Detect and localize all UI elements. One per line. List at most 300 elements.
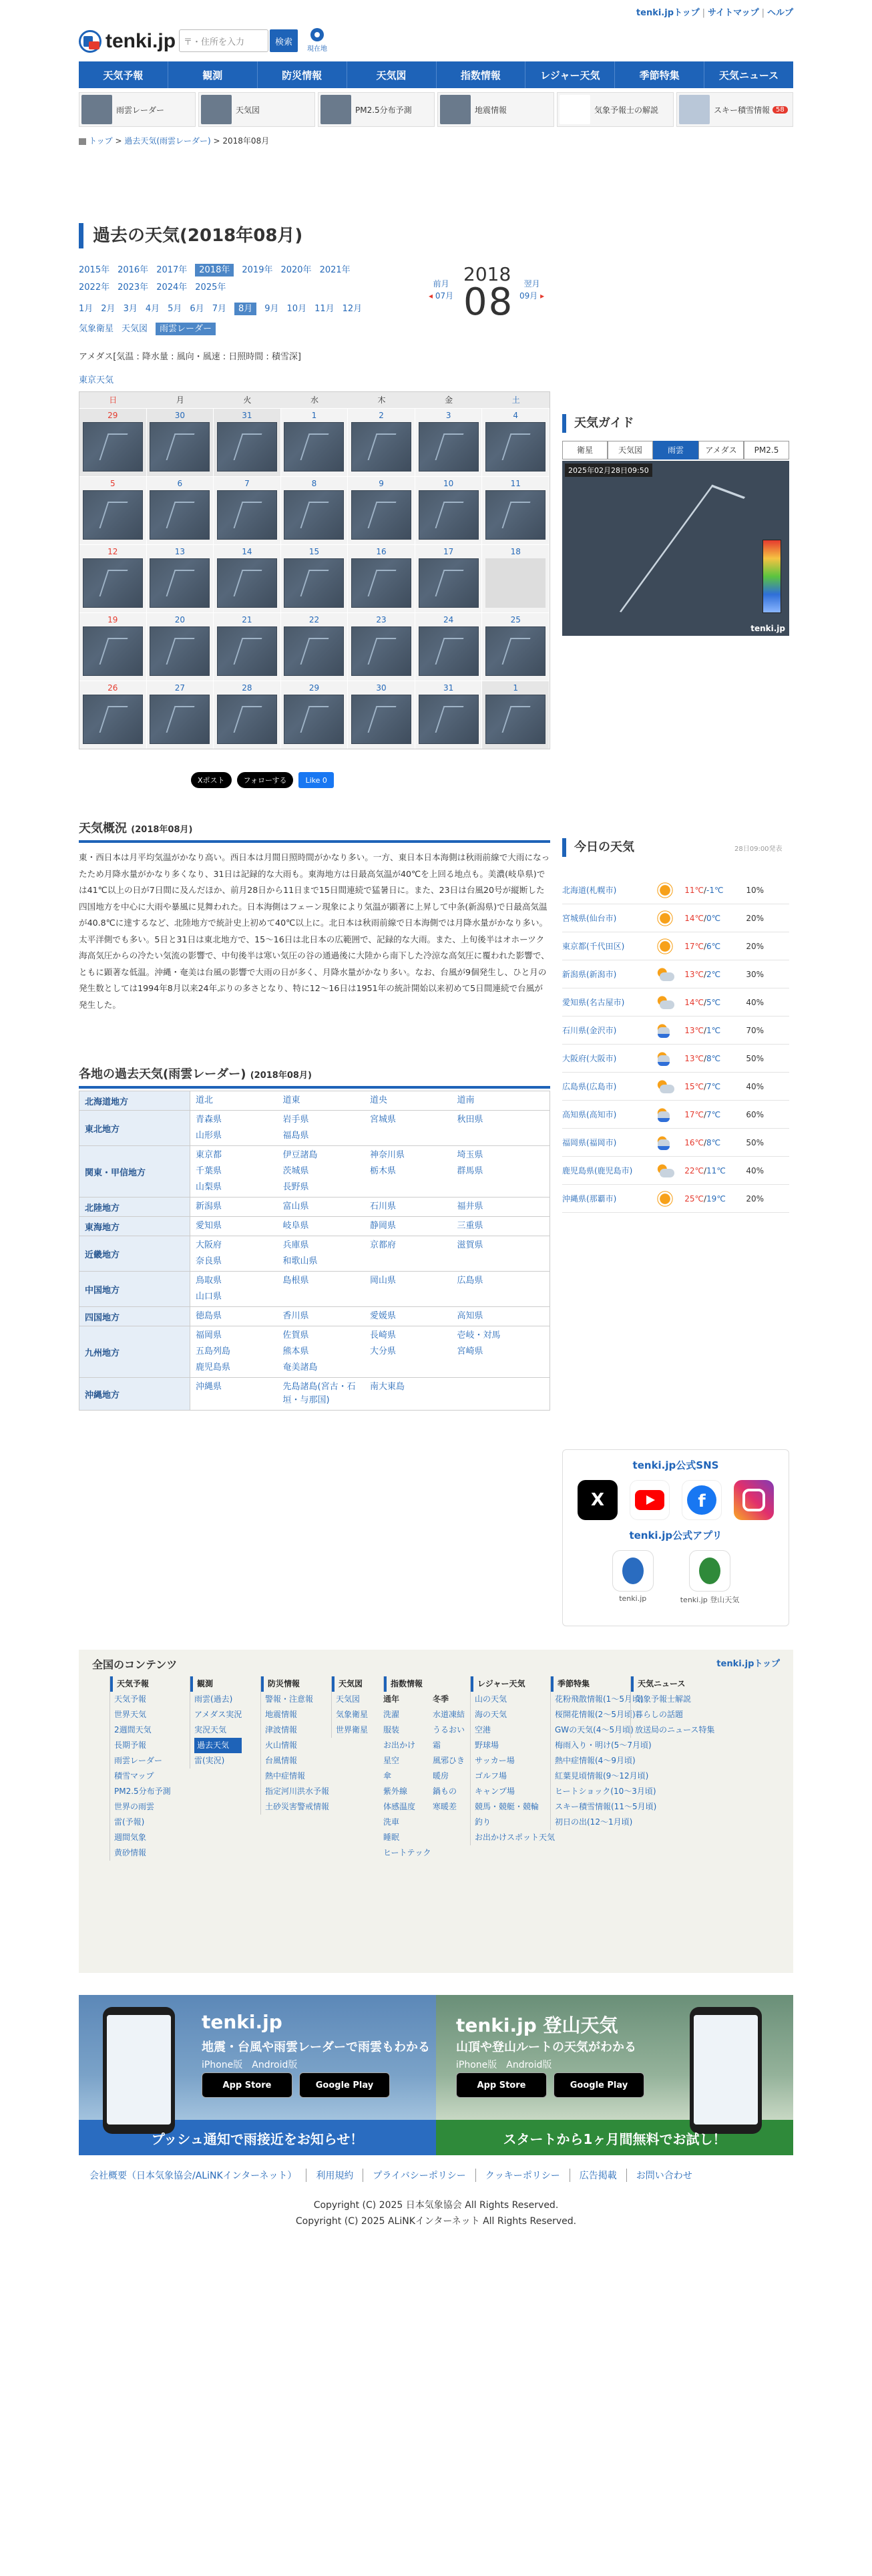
- pref-link[interactable]: 福井県: [457, 1202, 483, 1212]
- radar-thumbnail[interactable]: [419, 558, 479, 608]
- calendar-day[interactable]: [79, 408, 147, 476]
- calendar-day[interactable]: [348, 476, 415, 544]
- city-name[interactable]: 鹿児島県(鹿児島市): [562, 1166, 633, 1175]
- pref-link[interactable]: 岩手県: [282, 1115, 309, 1125]
- radar-thumbnail[interactable]: [83, 695, 143, 744]
- column-title[interactable]: 観測: [190, 1676, 242, 1692]
- pref-link[interactable]: 埼玉県: [457, 1150, 483, 1160]
- app-store-button[interactable]: App Store: [456, 2072, 547, 2098]
- contents-link[interactable]: キャンプ場: [475, 1787, 515, 1796]
- instagram-icon[interactable]: [734, 1480, 774, 1520]
- calendar-day[interactable]: [415, 681, 483, 749]
- pref-link[interactable]: 道南: [457, 1095, 475, 1105]
- contents-link[interactable]: 世界衛星: [336, 1725, 369, 1734]
- contents-link[interactable]: スキー積雪情報(11～5月頃): [555, 1802, 657, 1811]
- contents-link[interactable]: 天気図: [336, 1694, 361, 1704]
- pref-link[interactable]: 新潟県: [196, 1202, 222, 1212]
- month-option-2[interactable]: 3月: [123, 304, 138, 314]
- contents-link[interactable]: うるおい: [433, 1725, 465, 1734]
- city-name[interactable]: 福岡県(福岡市): [562, 1138, 617, 1147]
- breadcrumb-top[interactable]: トップ: [89, 136, 113, 146]
- year-option-4[interactable]: 2019年: [242, 265, 273, 275]
- type-option-1[interactable]: 天気図: [122, 324, 148, 334]
- contents-link[interactable]: 体感温度: [383, 1802, 416, 1811]
- radar-thumbnail[interactable]: [150, 422, 210, 472]
- x-icon[interactable]: X: [578, 1480, 618, 1520]
- calendar-day[interactable]: [147, 544, 214, 612]
- pref-link[interactable]: 山梨県: [196, 1182, 222, 1192]
- tab-weather-map[interactable]: 天気図: [608, 441, 653, 459]
- contents-link[interactable]: 競馬・競艇・競輪: [475, 1802, 539, 1811]
- radar-thumbnail[interactable]: [351, 490, 411, 540]
- calendar-day[interactable]: [79, 612, 147, 681]
- nav-season[interactable]: 季節特集: [615, 61, 704, 88]
- contents-link[interactable]: 洗車: [383, 1817, 400, 1827]
- calendar-day[interactable]: [281, 476, 349, 544]
- contents-link[interactable]: お出かけスポット天気: [475, 1833, 556, 1842]
- nav-news[interactable]: 天気ニュース: [718, 69, 779, 81]
- contents-link[interactable]: 鍋もの: [433, 1787, 457, 1796]
- city-name[interactable]: 新潟県(新潟市): [562, 970, 617, 979]
- pref-link[interactable]: 滋賀県: [457, 1240, 483, 1250]
- calendar-day[interactable]: [281, 408, 349, 476]
- contents-link[interactable]: 津波情報: [265, 1725, 298, 1734]
- calendar-day[interactable]: [79, 544, 147, 612]
- year-option-1[interactable]: 2016年: [118, 265, 149, 275]
- radar-thumbnail[interactable]: [217, 422, 277, 472]
- calendar-day[interactable]: [415, 408, 483, 476]
- site-logo[interactable]: [79, 28, 176, 55]
- banner-mountain[interactable]: [436, 1995, 793, 2155]
- pref-link[interactable]: 和歌山県: [282, 1256, 318, 1266]
- radar-thumbnail[interactable]: [419, 422, 479, 472]
- pref-link[interactable]: 大分県: [370, 1346, 397, 1356]
- pref-link[interactable]: 群馬県: [457, 1166, 483, 1176]
- contents-link[interactable]: 天気予報: [114, 1694, 147, 1704]
- calendar-day[interactable]: [214, 408, 281, 476]
- contents-link[interactable]: ヒートショック(10～3月頃): [555, 1787, 656, 1796]
- contents-link[interactable]: 山の天気: [475, 1694, 507, 1704]
- contents-link[interactable]: 野球場: [475, 1740, 499, 1750]
- pref-link[interactable]: 徳島県: [196, 1311, 222, 1321]
- column-title[interactable]: レジャー天気: [471, 1676, 555, 1692]
- column-title[interactable]: 指数情報: [384, 1676, 423, 1692]
- footer-privacy[interactable]: プライバシーポリシー: [363, 2169, 475, 2182]
- city-name[interactable]: 北海道(札幌市): [562, 886, 617, 895]
- contents-link[interactable]: 風邪ひき: [433, 1756, 465, 1765]
- calendar-day[interactable]: [281, 612, 349, 681]
- contents-link[interactable]: お出かけ: [383, 1740, 416, 1750]
- pref-link[interactable]: 神奈川県: [370, 1150, 405, 1160]
- pref-link[interactable]: 沖縄県: [196, 1382, 222, 1392]
- calendar-day[interactable]: [79, 681, 147, 749]
- app-store-button[interactable]: App Store: [202, 2072, 292, 2098]
- year-option-b-1[interactable]: 2023年: [118, 283, 149, 293]
- radar-thumbnail[interactable]: [83, 490, 143, 540]
- radar-thumbnail[interactable]: [217, 558, 277, 608]
- calendar-day[interactable]: [281, 681, 349, 749]
- contents-link[interactable]: 過去天気: [194, 1738, 242, 1753]
- year-option-b-3[interactable]: 2025年: [195, 283, 226, 293]
- month-option-7[interactable]: 8月: [234, 303, 256, 315]
- month-option-8[interactable]: 9月: [264, 304, 279, 314]
- pref-link[interactable]: 愛知県: [196, 1221, 222, 1231]
- calendar-day[interactable]: [415, 476, 483, 544]
- search-button[interactable]: 検索: [270, 29, 298, 52]
- today-row[interactable]: [562, 1157, 789, 1185]
- footer-ads[interactable]: 広告掲載: [570, 2169, 627, 2182]
- pref-link[interactable]: 広島県: [457, 1276, 483, 1286]
- pref-link[interactable]: 静岡県: [370, 1221, 397, 1231]
- contents-link[interactable]: 雨雲レーダー: [114, 1756, 163, 1765]
- contents-link[interactable]: 睡眠: [383, 1833, 400, 1842]
- radar-thumbnail[interactable]: [351, 695, 411, 744]
- radar-thumbnail[interactable]: [83, 558, 143, 608]
- radar-thumbnail[interactable]: [150, 490, 210, 540]
- google-play-button[interactable]: Google Play: [299, 2072, 390, 2098]
- today-row[interactable]: [562, 876, 789, 904]
- radar-thumbnail[interactable]: [485, 422, 546, 472]
- youtube-icon[interactable]: [630, 1480, 670, 1520]
- contents-link[interactable]: 海の天気: [475, 1710, 507, 1719]
- subnav-radar[interactable]: 雨雲レーダー: [79, 92, 196, 127]
- city-name[interactable]: 大阪府(大阪市): [562, 1054, 617, 1063]
- pref-link[interactable]: 五島列島: [196, 1346, 231, 1356]
- pref-link[interactable]: 鳥取県: [196, 1276, 222, 1286]
- contents-link[interactable]: 気象予報士解説: [635, 1694, 692, 1704]
- year-option-3[interactable]: 2018年: [195, 264, 234, 277]
- calendar-day[interactable]: [482, 681, 550, 749]
- next-month-link[interactable]: 翌月 09月 ▸: [519, 279, 545, 301]
- contents-link[interactable]: 星空: [383, 1756, 400, 1765]
- radar-thumbnail[interactable]: [485, 626, 546, 676]
- column-title[interactable]: 天気図: [332, 1676, 368, 1692]
- pref-link[interactable]: 道央: [370, 1095, 388, 1105]
- radar-thumbnail[interactable]: [150, 695, 210, 744]
- contents-link[interactable]: 気象衛星: [336, 1710, 369, 1719]
- today-row[interactable]: [562, 932, 789, 960]
- x-post-button[interactable]: Xポスト: [191, 772, 232, 788]
- calendar-day[interactable]: [482, 544, 550, 612]
- pref-link[interactable]: 愛媛県: [370, 1311, 397, 1321]
- pref-link[interactable]: 福岡県: [196, 1330, 222, 1340]
- pref-link[interactable]: 京都府: [370, 1240, 397, 1250]
- calendar-day[interactable]: [348, 544, 415, 612]
- nav-forecast[interactable]: 天気予報: [79, 61, 168, 88]
- banner-tenki[interactable]: [79, 1995, 436, 2155]
- contents-link[interactable]: 霜: [433, 1740, 441, 1750]
- month-option-5[interactable]: 6月: [190, 304, 204, 314]
- top-link-sitemap[interactable]: サイトマップ: [708, 8, 759, 18]
- column-title[interactable]: 防災情報: [261, 1676, 329, 1692]
- pref-link[interactable]: 石川県: [370, 1202, 397, 1212]
- calendar-day[interactable]: [147, 681, 214, 749]
- contents-link[interactable]: PM2.5分布予測: [114, 1787, 171, 1796]
- pref-link[interactable]: 千葉県: [196, 1166, 222, 1176]
- calendar-day[interactable]: [482, 476, 550, 544]
- contents-link[interactable]: 土砂災害警戒情報: [265, 1802, 330, 1811]
- nav-disaster[interactable]: 防災情報: [258, 61, 347, 88]
- pref-link[interactable]: 大阪府: [196, 1240, 222, 1250]
- today-row[interactable]: [562, 1045, 789, 1073]
- radar-thumbnail[interactable]: [351, 422, 411, 472]
- x-follow-button[interactable]: フォローする: [237, 772, 294, 788]
- pref-link[interactable]: 三重県: [457, 1221, 483, 1231]
- pref-link[interactable]: 壱岐・対馬: [457, 1330, 501, 1340]
- pref-link[interactable]: 宮崎県: [457, 1346, 483, 1356]
- today-row[interactable]: [562, 1073, 789, 1101]
- radar-map[interactable]: [562, 461, 789, 636]
- radar-thumbnail[interactable]: [217, 695, 277, 744]
- contents-link[interactable]: 水道凍結: [433, 1710, 465, 1719]
- pref-link[interactable]: 伊豆諸島: [282, 1150, 318, 1160]
- pref-link[interactable]: 高知県: [457, 1311, 483, 1321]
- pref-link[interactable]: 岐阜県: [282, 1221, 309, 1231]
- contents-link[interactable]: アメダス実況: [194, 1710, 242, 1719]
- city-name[interactable]: 東京都(千代田区): [562, 942, 625, 951]
- calendar-day[interactable]: [214, 544, 281, 612]
- contents-link[interactable]: 熱中症情報(4～9月頃): [555, 1756, 636, 1765]
- pref-link[interactable]: 長崎県: [370, 1330, 397, 1340]
- contents-link[interactable]: GWの天気(4～5月頃): [555, 1725, 634, 1734]
- contents-link[interactable]: 花粉飛散情報(1～5月頃): [555, 1694, 644, 1704]
- pref-link[interactable]: 熊本県: [282, 1346, 309, 1356]
- contents-link[interactable]: 雷(実況): [194, 1756, 225, 1765]
- radar-thumbnail[interactable]: [419, 695, 479, 744]
- subnav-ski[interactable]: スキー積雪情報 58: [676, 92, 793, 127]
- footer-contact[interactable]: お問い合わせ: [636, 2171, 692, 2181]
- radar-thumbnail[interactable]: [150, 558, 210, 608]
- contents-link[interactable]: サッカー場: [475, 1756, 515, 1765]
- pref-link[interactable]: 岡山県: [370, 1276, 397, 1286]
- contents-link[interactable]: 空港: [475, 1725, 491, 1734]
- month-option-11[interactable]: 12月: [342, 304, 363, 314]
- radar-thumbnail[interactable]: [284, 558, 344, 608]
- radar-thumbnail[interactable]: [284, 626, 344, 676]
- radar-thumbnail[interactable]: [284, 422, 344, 472]
- column-title[interactable]: 季節特集: [551, 1676, 656, 1692]
- contents-link[interactable]: 暮らしの話題: [635, 1710, 684, 1719]
- pref-link[interactable]: 奈良県: [196, 1256, 222, 1266]
- contents-link[interactable]: 実況天気: [194, 1725, 227, 1734]
- pref-link[interactable]: 長野県: [282, 1182, 309, 1192]
- contents-link[interactable]: 暖房: [433, 1771, 449, 1781]
- facebook-like-button[interactable]: Like 0: [298, 772, 333, 788]
- footer-company[interactable]: 会社概要（日本気象協会/ALiNKインターネット）: [89, 2169, 306, 2182]
- contents-link[interactable]: 週間気象: [114, 1833, 147, 1842]
- calendar-day[interactable]: [79, 476, 147, 544]
- contents-link[interactable]: 紫外線: [383, 1787, 408, 1796]
- google-play-button[interactable]: Google Play: [554, 2072, 644, 2098]
- pref-link[interactable]: 香川県: [282, 1311, 309, 1321]
- contents-link[interactable]: 積雪マップ: [114, 1771, 154, 1781]
- contents-link[interactable]: 桜開花情報(2～5月頃): [555, 1710, 636, 1719]
- subnav-weather-map[interactable]: 天気図: [198, 92, 315, 127]
- facebook-icon[interactable]: f: [682, 1480, 722, 1520]
- city-name[interactable]: 高知県(高知市): [562, 1110, 617, 1119]
- nav-observation[interactable]: 観測: [168, 61, 258, 88]
- contents-link[interactable]: 警報・注意報: [265, 1694, 314, 1704]
- top-link-help[interactable]: ヘルプ: [767, 8, 793, 18]
- pref-link[interactable]: 道東: [282, 1095, 300, 1105]
- contents-link[interactable]: 紅葉見頃情報(9～12月頃): [555, 1771, 649, 1781]
- pref-link[interactable]: 佐賀県: [282, 1330, 309, 1340]
- subnav-pm25[interactable]: PM2.5分布予測: [318, 92, 435, 127]
- pref-link[interactable]: 鹿児島県: [196, 1362, 231, 1372]
- tab-satellite[interactable]: 衛星: [562, 441, 608, 459]
- calendar-day[interactable]: [415, 544, 483, 612]
- pref-link[interactable]: 道北: [196, 1095, 214, 1105]
- pref-link[interactable]: 東京都: [196, 1150, 222, 1160]
- contents-link[interactable]: 雷(予報): [114, 1817, 145, 1827]
- contents-link[interactable]: 火山情報: [265, 1740, 298, 1750]
- today-row[interactable]: [562, 904, 789, 932]
- year-option-0[interactable]: 2015年: [79, 265, 110, 275]
- month-option-4[interactable]: 5月: [168, 304, 182, 314]
- tab-pm25[interactable]: PM2.5: [744, 441, 789, 459]
- today-row[interactable]: [562, 960, 789, 988]
- calendar-day[interactable]: [348, 681, 415, 749]
- tab-radar[interactable]: 雨雲: [653, 441, 698, 459]
- today-row[interactable]: [562, 1129, 789, 1157]
- contents-link[interactable]: 服装: [383, 1725, 400, 1734]
- nav-leisure[interactable]: レジャー天気: [525, 61, 615, 88]
- contents-link[interactable]: 傘: [383, 1771, 392, 1781]
- month-option-1[interactable]: 2月: [101, 304, 116, 314]
- contents-link[interactable]: 長期予報: [114, 1740, 147, 1750]
- contents-link[interactable]: 世界天気: [114, 1710, 147, 1719]
- year-option-b-2[interactable]: 2024年: [156, 283, 188, 293]
- year-option-2[interactable]: 2017年: [156, 265, 188, 275]
- nav-index[interactable]: 指数情報: [437, 61, 526, 88]
- calendar-day[interactable]: [482, 408, 550, 476]
- radar-thumbnail[interactable]: [150, 626, 210, 676]
- month-option-3[interactable]: 4月: [145, 304, 160, 314]
- prev-month-link[interactable]: 前月 ◂ 07月: [429, 279, 454, 301]
- year-option-5[interactable]: 2020年: [280, 265, 312, 275]
- type-option-2[interactable]: 雨雲レーダー: [156, 323, 216, 335]
- radar-thumbnail[interactable]: [284, 695, 344, 744]
- radar-thumbnail[interactable]: [485, 558, 546, 608]
- month-option-0[interactable]: 1月: [79, 304, 93, 314]
- today-row[interactable]: [562, 1185, 789, 1213]
- calendar-day[interactable]: [214, 612, 281, 681]
- contents-link[interactable]: 放送局のニュース特集: [635, 1725, 715, 1734]
- footer-cookie[interactable]: クッキーポリシー: [476, 2169, 570, 2182]
- calendar-day[interactable]: [147, 476, 214, 544]
- month-option-9[interactable]: 10月: [286, 304, 307, 314]
- month-option-6[interactable]: 7月: [212, 304, 226, 314]
- calendar-day[interactable]: [214, 476, 281, 544]
- contents-link[interactable]: 台風情報: [265, 1756, 298, 1765]
- radar-thumbnail[interactable]: [419, 490, 479, 540]
- pref-link[interactable]: 山口県: [196, 1292, 222, 1302]
- type-option-0[interactable]: 気象衛星: [79, 324, 114, 334]
- city-name[interactable]: 石川県(金沢市): [562, 1026, 617, 1035]
- top-link-home[interactable]: tenki.jpトップ: [636, 8, 700, 18]
- radar-thumbnail[interactable]: [351, 558, 411, 608]
- breadcrumb-past-weather[interactable]: 過去天気(雨雲レーダー): [124, 136, 211, 146]
- pref-link[interactable]: 栃木県: [370, 1166, 397, 1176]
- nav-weather-map[interactable]: 天気図: [347, 61, 437, 88]
- pref-link[interactable]: 富山県: [282, 1202, 309, 1212]
- radar-thumbnail[interactable]: [351, 626, 411, 676]
- pref-link[interactable]: 島根県: [282, 1276, 309, 1286]
- city-name[interactable]: 愛知県(名古屋市): [562, 998, 625, 1007]
- pref-link[interactable]: 茨城県: [282, 1166, 309, 1176]
- contents-link[interactable]: 地震情報: [265, 1710, 298, 1719]
- contents-link[interactable]: 梅雨入り・明け(5～7月頃): [555, 1740, 652, 1750]
- column-title[interactable]: 天気ニュース: [631, 1676, 714, 1692]
- current-location-button[interactable]: [302, 28, 333, 55]
- radar-thumbnail[interactable]: [83, 422, 143, 472]
- year-option-6[interactable]: 2021年: [319, 265, 351, 275]
- contents-link[interactable]: 世界の雨雲: [114, 1802, 155, 1811]
- calendar-day[interactable]: [415, 612, 483, 681]
- radar-thumbnail[interactable]: [419, 626, 479, 676]
- contents-link[interactable]: 黄砂情報: [114, 1848, 147, 1857]
- pref-link[interactable]: 山形県: [196, 1131, 222, 1141]
- radar-thumbnail[interactable]: [83, 626, 143, 676]
- calendar-day[interactable]: [214, 681, 281, 749]
- search-input[interactable]: 〒・住所を入力: [179, 29, 268, 52]
- contents-link[interactable]: 寒暖差: [433, 1802, 457, 1811]
- pref-link[interactable]: 秋田県: [457, 1115, 483, 1125]
- contents-top-link[interactable]: tenki.jpトップ: [716, 1659, 780, 1669]
- radar-thumbnail[interactable]: [217, 490, 277, 540]
- tab-amedas[interactable]: アメダス: [698, 441, 744, 459]
- today-row[interactable]: [562, 1017, 789, 1045]
- calendar-day[interactable]: [147, 408, 214, 476]
- contents-link[interactable]: 2週間天気: [114, 1725, 152, 1734]
- contents-link[interactable]: 洗濯: [383, 1710, 400, 1719]
- app-mountain[interactable]: tenki.jp 登山天気: [680, 1550, 740, 1605]
- calendar-day[interactable]: [281, 544, 349, 612]
- pref-link[interactable]: 奄美諸島: [282, 1362, 318, 1372]
- city-name[interactable]: 宮城県(仙台市): [562, 914, 617, 923]
- radar-thumbnail[interactable]: [485, 490, 546, 540]
- contents-link[interactable]: 釣り: [475, 1817, 491, 1827]
- contents-link[interactable]: 初日の出(12～1月頃): [555, 1817, 633, 1827]
- year-option-b-0[interactable]: 2022年: [79, 283, 110, 293]
- pref-link[interactable]: 先島諸島(宮古・石垣・与那国): [282, 1382, 356, 1405]
- radar-thumbnail[interactable]: [485, 695, 546, 744]
- region-link[interactable]: 東京天気: [79, 375, 114, 385]
- month-option-10[interactable]: 11月: [314, 304, 335, 314]
- contents-link[interactable]: ヒートテック: [383, 1848, 431, 1857]
- contents-link[interactable]: 熱中症情報: [265, 1771, 306, 1781]
- calendar-day[interactable]: [147, 612, 214, 681]
- pref-link[interactable]: 宮城県: [370, 1115, 397, 1125]
- radar-thumbnail[interactable]: [217, 626, 277, 676]
- subnav-forecaster[interactable]: 気象予報士の解説: [557, 92, 674, 127]
- app-tenki[interactable]: tenki.jp: [612, 1550, 654, 1605]
- today-row[interactable]: [562, 1101, 789, 1129]
- calendar-day[interactable]: [348, 408, 415, 476]
- pref-link[interactable]: 青森県: [196, 1115, 222, 1125]
- pref-link[interactable]: 福島県: [282, 1131, 309, 1141]
- column-title[interactable]: 天気予報: [110, 1676, 171, 1692]
- footer-terms[interactable]: 利用規約: [306, 2169, 363, 2182]
- today-row[interactable]: [562, 988, 789, 1017]
- pref-link[interactable]: 南大東島: [370, 1382, 405, 1392]
- contents-link[interactable]: 指定河川洪水予報: [265, 1787, 330, 1796]
- contents-link[interactable]: ゴルフ場: [475, 1771, 507, 1781]
- city-name[interactable]: 沖縄県(那覇市): [562, 1194, 617, 1204]
- city-name[interactable]: 広島県(広島市): [562, 1082, 617, 1091]
- calendar-day[interactable]: [482, 612, 550, 681]
- subnav-earthquake[interactable]: 地震情報: [437, 92, 554, 127]
